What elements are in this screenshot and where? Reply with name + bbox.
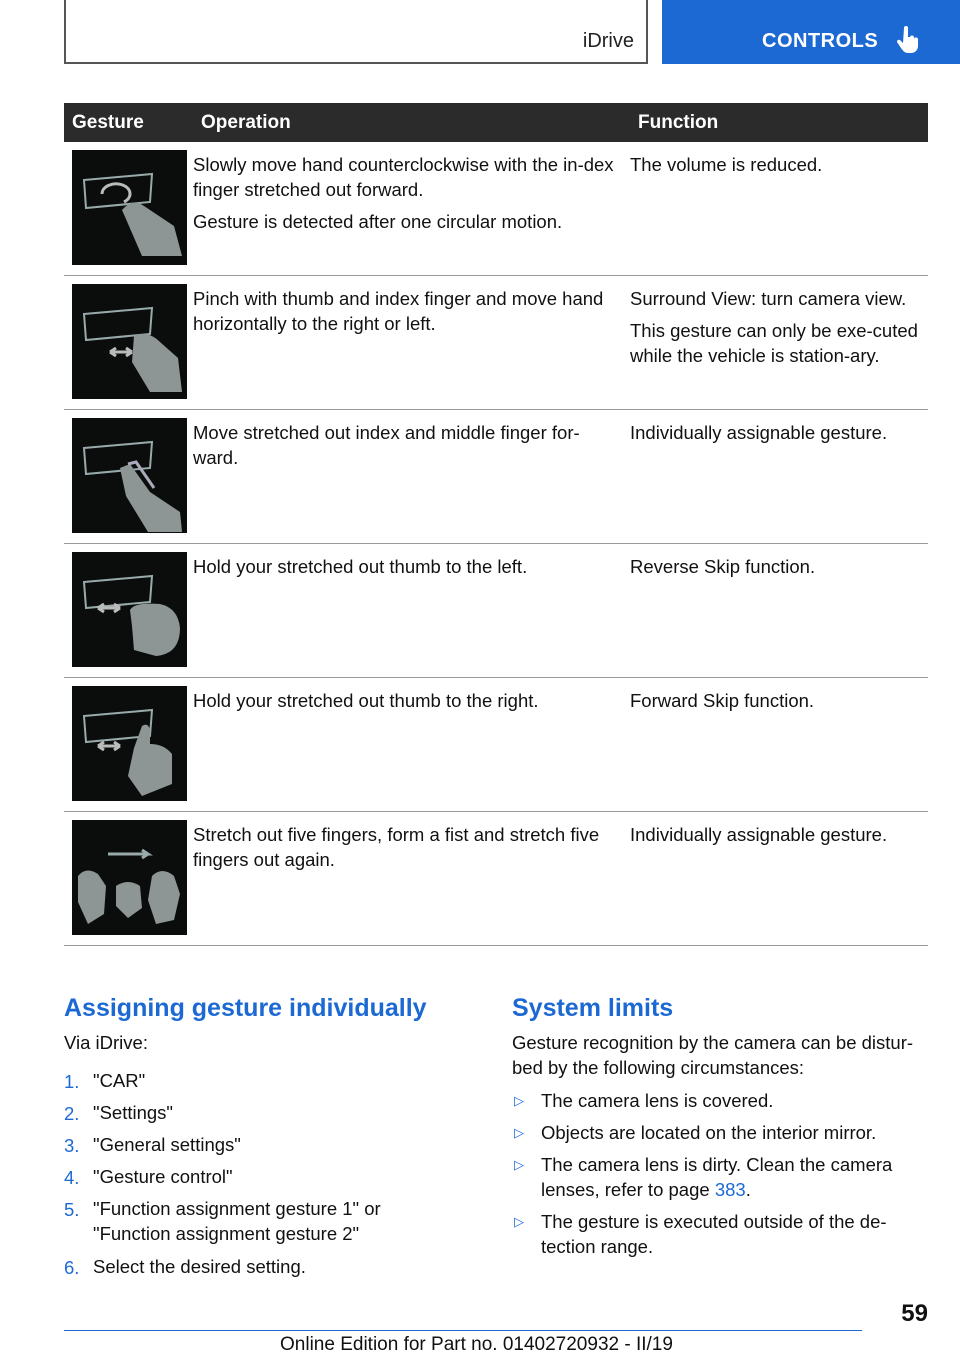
operation-text: Gesture is detected after one circular motion. <box>193 211 563 232</box>
limit-item: Objects are located on the interior mirror. <box>541 1122 877 1143</box>
operation-text: Hold your stretched out thumb to the left. <box>193 556 528 577</box>
step-number: 1. <box>64 1071 80 1092</box>
operation-text: Slowly move hand counterclockwise with the in-dex finger stretched out forward. <box>193 154 614 200</box>
bullet-triangle-icon: ▷ <box>514 1093 524 1108</box>
gesture-table <box>64 103 928 946</box>
header-section-title: iDrive <box>582 30 634 52</box>
table-row <box>64 678 928 812</box>
footer-edition: Online Edition for Part no. 01402720932 - II/19 <box>280 1334 673 1355</box>
header-chapter-title: CONTROLS <box>762 30 879 52</box>
limits-intro <box>512 1030 932 1080</box>
column-header-operation: Operation <box>193 103 630 142</box>
step-text: "Settings" <box>93 1102 173 1123</box>
step-number: 4. <box>64 1167 80 1188</box>
bullet-triangle-icon: ▷ <box>514 1125 524 1140</box>
step-number: 3. <box>64 1135 80 1156</box>
limits-intro-line: Gesture recognition by the camera can be distur- <box>512 1032 914 1053</box>
column-header-gesture: Gesture <box>64 103 193 142</box>
operation-text: Stretch out five fingers, form a fist and stretch five fingers out again. <box>193 824 600 870</box>
page-number: 59 <box>901 1300 928 1327</box>
step-text: "Gesture control" <box>93 1166 233 1187</box>
footer-divider <box>64 1330 862 1331</box>
function-text: Forward Skip function. <box>630 690 815 711</box>
function-text: This gesture can only be exe-cuted while the vehicle is station-ary. <box>630 320 918 366</box>
limit-item-continued: tection range. <box>541 1236 654 1257</box>
two-finger-point-gesture-icon <box>72 418 187 533</box>
step-text: "General settings" <box>93 1134 241 1155</box>
limit-item: The camera lens is covered. <box>541 1090 774 1111</box>
table-row <box>64 276 928 410</box>
step-text: Select the desired setting. <box>93 1256 306 1277</box>
limit-item: The camera lens is dirty. Clean the camera <box>541 1154 893 1175</box>
thumb-right-gesture-icon <box>72 686 187 801</box>
function-text: Surround View: turn camera view. <box>630 288 907 309</box>
function-text: Reverse Skip function. <box>630 556 816 577</box>
step-text: "Function assignment gesture 1" or <box>93 1198 381 1219</box>
limit-item-continued <box>541 1177 751 1202</box>
limits-intro-line: bed by the following circumstances: <box>512 1057 805 1078</box>
header-section-box <box>64 0 648 64</box>
limit-item-end: . <box>745 1179 751 1200</box>
table-row <box>64 410 928 544</box>
header-chapter-tab <box>662 0 960 64</box>
assign-section-title: Assigning gesture individually <box>64 994 427 1022</box>
bullet-triangle-icon: ▷ <box>514 1157 524 1172</box>
function-text: Individually assignable gesture. <box>630 824 888 845</box>
thumb-left-gesture-icon <box>72 552 187 667</box>
operation-text: Move stretched out index and middle finger for-ward. <box>193 422 580 468</box>
step-number: 2. <box>64 1103 80 1124</box>
table-row <box>64 142 928 276</box>
page-link[interactable]: 383 <box>714 1179 746 1200</box>
hand-pointer-icon <box>896 26 920 54</box>
limits-section-title: System limits <box>512 994 674 1022</box>
step-text: "CAR" <box>93 1070 146 1091</box>
table-header-row <box>64 103 928 142</box>
bullet-triangle-icon: ▷ <box>514 1214 524 1229</box>
table-row <box>64 812 928 946</box>
function-text: Individually assignable gesture. <box>630 422 888 443</box>
step-number: 5. <box>64 1199 80 1220</box>
function-text: The volume is reduced. <box>630 154 823 175</box>
rotate-counterclockwise-gesture-icon <box>72 150 187 265</box>
limit-item-text: lenses, refer to page <box>541 1179 715 1200</box>
assign-intro: Via iDrive: <box>64 1032 148 1053</box>
operation-text: Pinch with thumb and index finger and move hand horizontally to the right or left. <box>193 288 604 334</box>
pinch-swipe-gesture-icon <box>72 284 187 399</box>
column-header-function: Function <box>630 103 928 142</box>
fist-open-gesture-icon <box>72 820 187 935</box>
step-number: 6. <box>64 1257 80 1278</box>
operation-text: Hold your stretched out thumb to the right. <box>193 690 539 711</box>
table-row <box>64 544 928 678</box>
limit-item: The gesture is executed outside of the de- <box>541 1211 887 1232</box>
step-text-continued: "Function assignment gesture 2" <box>93 1223 360 1244</box>
